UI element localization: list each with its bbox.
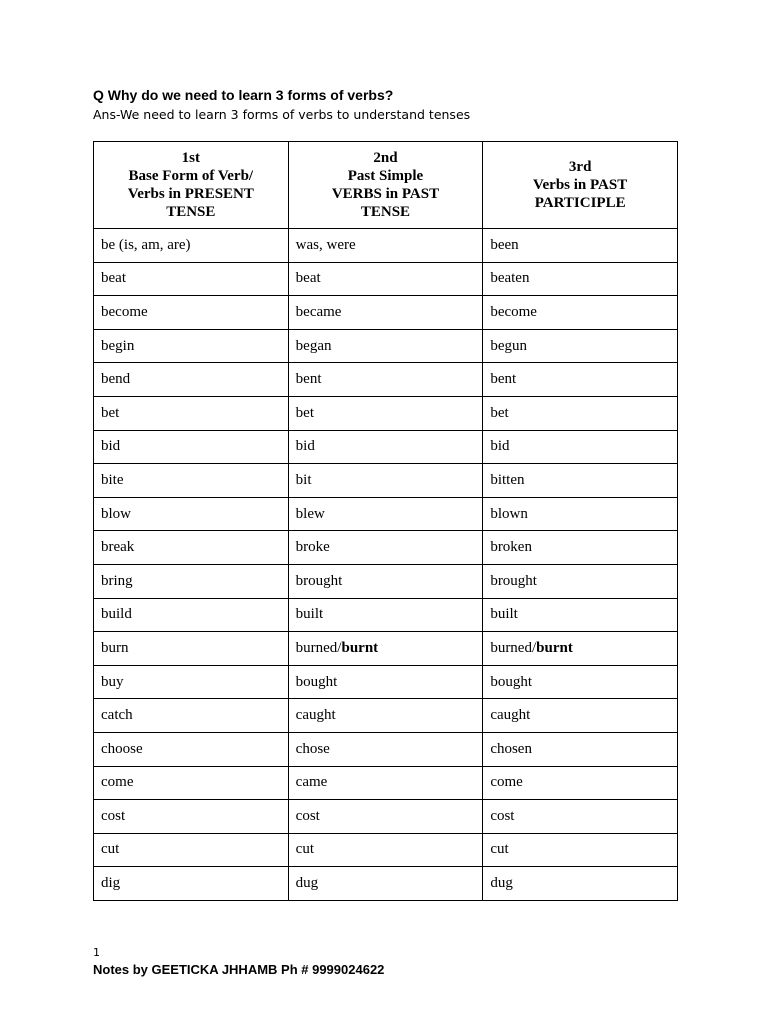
header-past-simple	[288, 142, 483, 229]
header-line: TENSE	[360, 204, 411, 220]
table-cell: blew	[288, 497, 483, 531]
table-row	[94, 329, 678, 363]
table-cell: dug	[288, 867, 483, 901]
table-cell: beat	[288, 262, 483, 296]
table-cell: bent	[483, 363, 678, 397]
table-cell: bent	[288, 363, 483, 397]
table-row	[94, 833, 678, 867]
cell-text-bold: burnt	[536, 639, 573, 656]
table-cell: break	[94, 531, 289, 565]
header-line: TENSE	[166, 204, 216, 220]
table-cell: bend	[94, 363, 289, 397]
page-number: 1	[93, 946, 100, 959]
table-cell: blow	[94, 497, 289, 531]
table-cell: cut	[288, 833, 483, 867]
table-row	[94, 363, 678, 397]
table-cell: begun	[483, 329, 678, 363]
verb-rows	[94, 229, 678, 901]
table-cell: become	[94, 296, 289, 330]
cell-text: burned/	[490, 639, 537, 656]
header-line: Past Simple	[347, 168, 424, 184]
table-row	[94, 430, 678, 464]
table-cell: became	[288, 296, 483, 330]
table-cell: began	[288, 329, 483, 363]
header-line: 1st	[181, 150, 200, 166]
table-cell: chosen	[483, 732, 678, 766]
question-text: Q Why do we need to learn 3 forms of verbs?	[93, 87, 394, 103]
table-cell: bid	[483, 430, 678, 464]
table-cell: bid	[94, 430, 289, 464]
table-cell: bit	[288, 464, 483, 498]
table-cell: was, were	[288, 229, 483, 263]
table-row	[94, 598, 678, 632]
table-row	[94, 296, 678, 330]
table-cell: beat	[94, 262, 289, 296]
table-cell: be (is, am, are)	[94, 229, 289, 263]
cell-text: burned/	[295, 639, 342, 656]
table-cell: burn	[94, 632, 289, 666]
table-row	[94, 497, 678, 531]
table-cell: built	[288, 598, 483, 632]
table-cell	[483, 632, 678, 666]
table-cell: bring	[94, 564, 289, 598]
table-row	[94, 262, 678, 296]
table-row	[94, 396, 678, 430]
table-cell: bid	[288, 430, 483, 464]
table-cell: bite	[94, 464, 289, 498]
table-cell: brought	[483, 564, 678, 598]
header-line: Verbs in PRESENT	[127, 186, 254, 202]
table-row	[94, 800, 678, 834]
table-cell: dig	[94, 867, 289, 901]
table-cell: catch	[94, 699, 289, 733]
header-line: Verbs in PAST	[533, 177, 628, 193]
table-row	[94, 732, 678, 766]
table-cell: built	[483, 598, 678, 632]
header-line: VERBS in PAST	[331, 186, 440, 202]
table-row	[94, 531, 678, 565]
table-cell: buy	[94, 665, 289, 699]
table-cell: cut	[94, 833, 289, 867]
table-cell: cut	[483, 833, 678, 867]
table-header-row	[94, 142, 678, 229]
table-cell: become	[483, 296, 678, 330]
table-cell: come	[94, 766, 289, 800]
table-cell: bitten	[483, 464, 678, 498]
table-cell: bet	[483, 396, 678, 430]
table-cell: cost	[483, 800, 678, 834]
table-cell: caught	[288, 699, 483, 733]
table-cell: come	[483, 766, 678, 800]
table-row	[94, 766, 678, 800]
table-cell: build	[94, 598, 289, 632]
table-cell: broken	[483, 531, 678, 565]
table-row	[94, 229, 678, 263]
table-cell: bought	[288, 665, 483, 699]
verb-forms-table	[93, 141, 678, 901]
table-cell: cost	[288, 800, 483, 834]
header-line: Base Form of Verb/	[128, 168, 254, 184]
table-cell: cost	[94, 800, 289, 834]
table-row	[94, 464, 678, 498]
answer-text: Ans-We need to learn 3 forms of verbs to understand tenses	[93, 107, 471, 122]
table-cell: brought	[288, 564, 483, 598]
table-cell: dug	[483, 867, 678, 901]
cell-text-bold: burnt	[341, 639, 379, 656]
table-cell: came	[288, 766, 483, 800]
table-cell: bought	[483, 665, 678, 699]
table-cell: caught	[483, 699, 678, 733]
table-cell: begin	[94, 329, 289, 363]
table-row	[94, 699, 678, 733]
header-line: 2nd	[373, 150, 398, 166]
header-line: PARTICIPLE	[534, 195, 626, 211]
table-cell: bet	[288, 396, 483, 430]
header-past-participle	[483, 142, 678, 229]
table-row	[94, 665, 678, 699]
header-base-form	[94, 142, 289, 229]
table-row	[94, 564, 678, 598]
table-row	[94, 867, 678, 901]
table-cell: blown	[483, 497, 678, 531]
table-row	[94, 632, 678, 666]
footer-notes: Notes by GEETICKA JHHAMB Ph # 9999024622	[93, 962, 385, 977]
table-cell: been	[483, 229, 678, 263]
table-cell: beaten	[483, 262, 678, 296]
table-cell: broke	[288, 531, 483, 565]
table-cell	[288, 632, 483, 666]
header-line: 3rd	[568, 159, 592, 175]
table-cell: bet	[94, 396, 289, 430]
table-cell: chose	[288, 732, 483, 766]
table-cell: choose	[94, 732, 289, 766]
